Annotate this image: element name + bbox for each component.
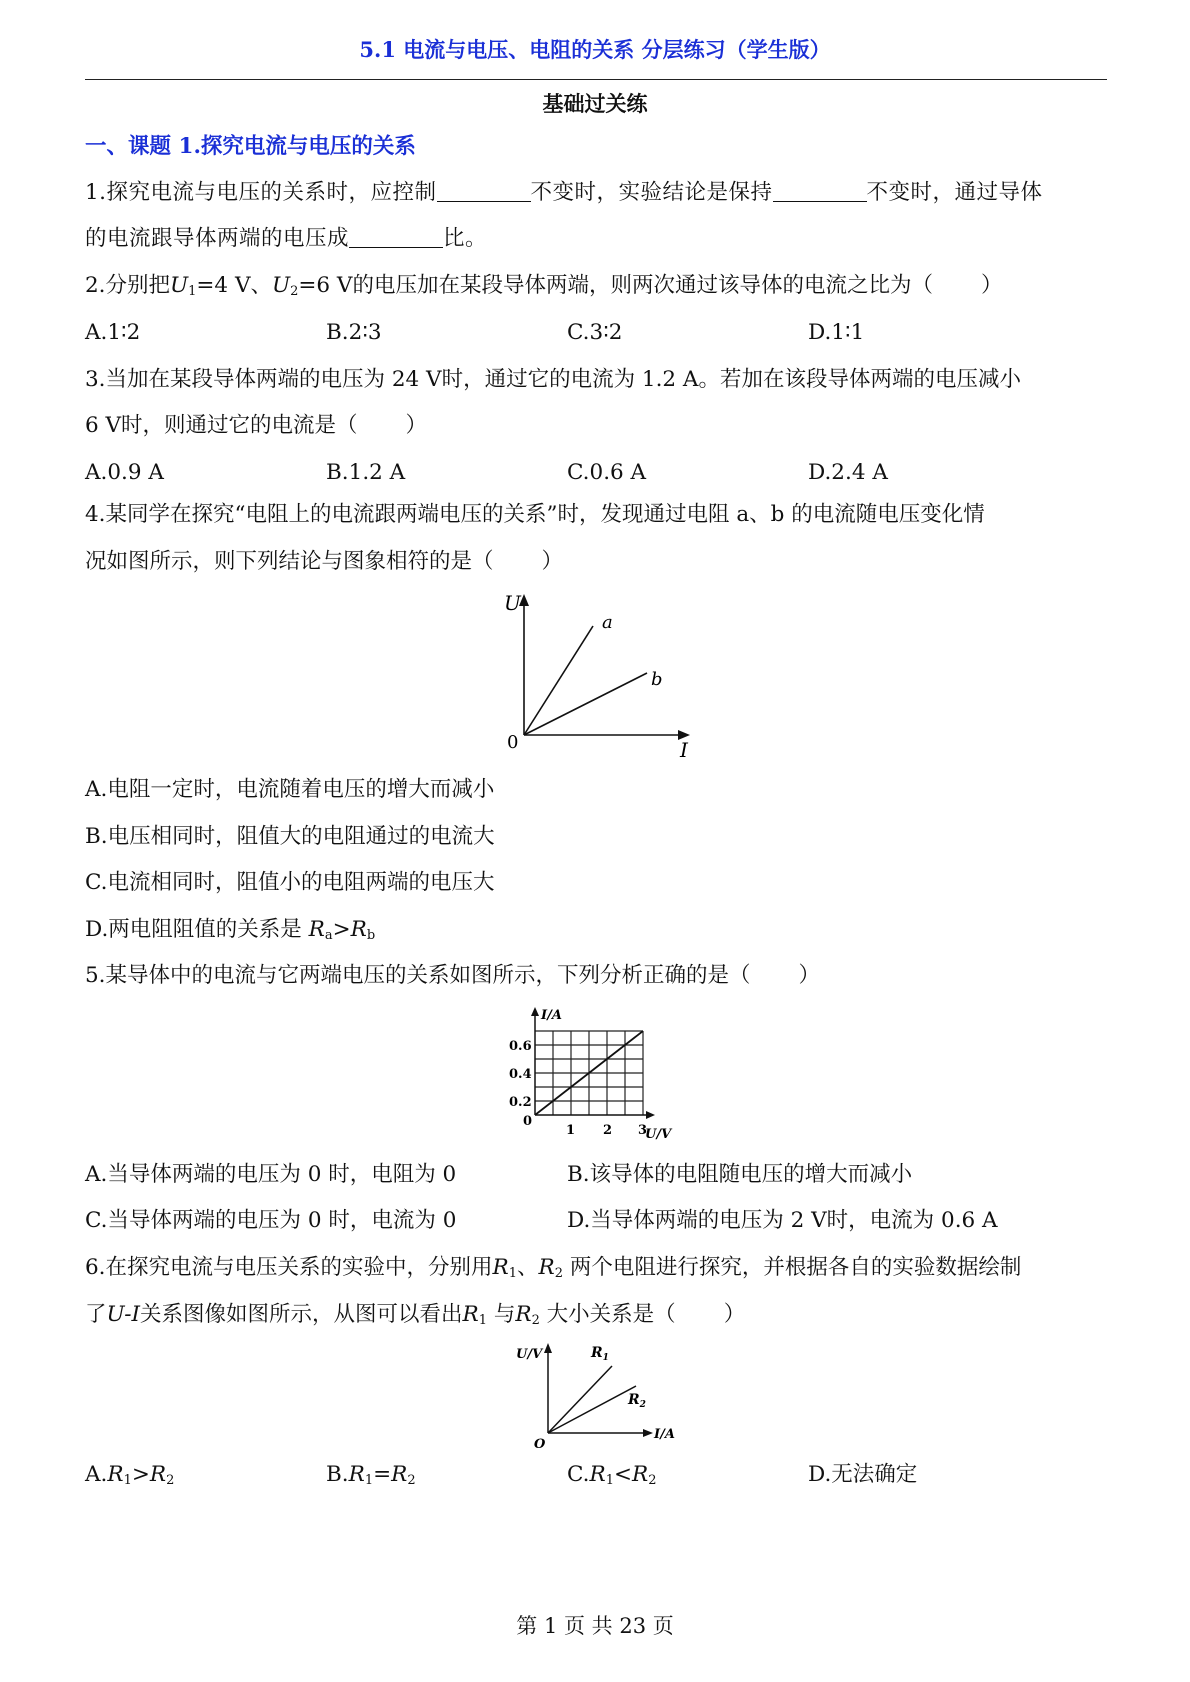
line-b bbox=[524, 673, 647, 735]
question-6-line-2: 了U-I关系图像如图所示，从图可以看出$R_1$ 与$R_2$ 大小关系是（ ） bbox=[85, 1302, 746, 1328]
x-axis-label: I/A bbox=[654, 1427, 675, 1442]
header-divider bbox=[85, 79, 1107, 80]
x-axis-arrow bbox=[646, 1111, 655, 1119]
y-axis-arrow bbox=[544, 1343, 552, 1353]
x-tick-label: 3 bbox=[638, 1123, 648, 1138]
y-tick-label: 0.6 bbox=[509, 1039, 532, 1054]
line-a bbox=[524, 626, 593, 735]
x-axis-label: U/V bbox=[645, 1127, 672, 1142]
section-heading: 一、课题 1.探究电流与电压的关系 bbox=[85, 134, 416, 159]
y-axis-label: I/A bbox=[541, 1008, 562, 1023]
y-axis-label: U bbox=[504, 591, 521, 615]
q6-ui-graph bbox=[510, 1338, 690, 1450]
answer-blank-3 bbox=[349, 225, 443, 248]
question-3-line-1: 3.当加在某段导体两端的电压为 24 V时，通过它的电流为 1.2 A。若加在该段导体两端的电压减小 bbox=[85, 367, 1021, 392]
line-b-label: b bbox=[651, 669, 663, 690]
q4-ui-graph bbox=[492, 590, 702, 765]
page-number-footer: 第 1 页 共 23 页 bbox=[516, 1614, 674, 1638]
y-tick-label: 0.4 bbox=[509, 1067, 532, 1082]
question-6-option-b[interactable]: $B.R_1=R_2$ bbox=[326, 1462, 416, 1488]
question-1-line-1: 1.探究电流与电压的关系时，应控制 不变时，实验结论是保持 不变时，通过导体 bbox=[85, 180, 1043, 205]
question-4-option-b[interactable]: B.电压相同时，阻值大的电阻通过的电流大 bbox=[85, 824, 495, 849]
question-5-option-c[interactable]: C.当导体两端的电压为 0 时，电流为 0 bbox=[85, 1208, 457, 1233]
question-2-option-b[interactable]: B.2∶3 bbox=[326, 320, 382, 345]
section-subtitle: 基础过关练 bbox=[542, 91, 648, 116]
question-2-stem: 2.分别把$U_1=4$ V、$U_2=6$ V的电压加在某段导体两端，则两次通过该导体的电流之比为（ ） bbox=[85, 273, 1003, 299]
question-3-option-c[interactable]: C.0.6 A bbox=[567, 460, 647, 485]
question-3-option-a[interactable]: A.0.9 A bbox=[85, 460, 164, 485]
question-3-line-2: 6 V时，则通过它的电流是（ ） bbox=[85, 413, 428, 438]
page-title: 5.1 电流与电压、电阻的关系 分层练习（学生版） bbox=[359, 37, 831, 62]
q5-iu-graph bbox=[505, 1003, 680, 1151]
x-axis-label: I bbox=[680, 738, 688, 762]
x-axis-arrow bbox=[643, 1429, 653, 1437]
question-4-option-a[interactable]: A.电阻一定时，电流随着电压的增大而减小 bbox=[85, 777, 495, 802]
question-5-option-b[interactable]: B.该导体的电阻随电压的增大而减小 bbox=[567, 1162, 913, 1187]
question-6-line-1: 6.在探究电流与电压关系的实验中，分别用$R_1$、$R_2$ 两个电阻进行探究，并根据各自的实验数据绘制 bbox=[85, 1255, 1022, 1281]
question-2-option-d[interactable]: D.1∶1 bbox=[808, 320, 865, 345]
question-5-option-d[interactable]: D.当导体两端的电压为 2 V时，电流为 0.6 A bbox=[567, 1208, 998, 1233]
question-4-line-1: 4.某同学在探究“电阻上的电流跟两端电压的关系”时，发现通过电阻 a、b 的电流随电压变化情 bbox=[85, 502, 985, 527]
y-tick-label: 0.2 bbox=[509, 1095, 532, 1110]
question-3-option-b[interactable]: B.1.2 A bbox=[326, 460, 406, 485]
line-r2 bbox=[548, 1386, 636, 1433]
question-6-option-a[interactable]: $A.R_1>R_2$ bbox=[85, 1462, 175, 1488]
question-2-option-c[interactable]: C.3∶2 bbox=[567, 320, 623, 345]
question-4-line-2: 况如图所示，则下列结论与图象相符的是（ ） bbox=[85, 549, 564, 574]
origin-label: 0 bbox=[523, 1114, 533, 1129]
question-6-option-d[interactable]: D.无法确定 bbox=[808, 1462, 918, 1487]
y-axis-arrow bbox=[531, 1007, 539, 1016]
y-axis-label: U/V bbox=[516, 1347, 543, 1362]
line-r1 bbox=[548, 1366, 612, 1433]
origin-label: O bbox=[534, 1437, 546, 1450]
answer-blank-2 bbox=[773, 179, 867, 202]
x-tick-label: 2 bbox=[603, 1123, 613, 1138]
question-5-stem: 5.某导体中的电流与它两端电压的关系如图所示，下列分析正确的是（ ） bbox=[85, 963, 821, 988]
question-5-option-a[interactable]: A.当导体两端的电压为 0 时，电阻为 0 bbox=[85, 1162, 457, 1187]
origin-label: 0 bbox=[507, 732, 519, 753]
answer-blank-1 bbox=[437, 179, 531, 202]
question-1-line-2: 的电流跟导体两端的电压成 比。 bbox=[85, 226, 488, 251]
question-6-option-c[interactable]: $C.R_1<R_2$ bbox=[567, 1462, 657, 1488]
question-3-option-d[interactable]: D.2.4 A bbox=[808, 460, 888, 485]
question-4-option-c[interactable]: C.电流相同时，阻值小的电阻两端的电压大 bbox=[85, 870, 495, 895]
line-r2-label: $R_2$ bbox=[628, 1392, 646, 1410]
question-4-option-d[interactable]: D.两电阻阻值的关系是 $R_a>R_b$ bbox=[85, 917, 376, 943]
line-r1-label: $R_1$ bbox=[591, 1345, 609, 1363]
question-2-option-a[interactable]: A.1∶2 bbox=[85, 320, 141, 345]
line-a-label: a bbox=[602, 612, 613, 633]
x-tick-label: 1 bbox=[566, 1123, 576, 1138]
